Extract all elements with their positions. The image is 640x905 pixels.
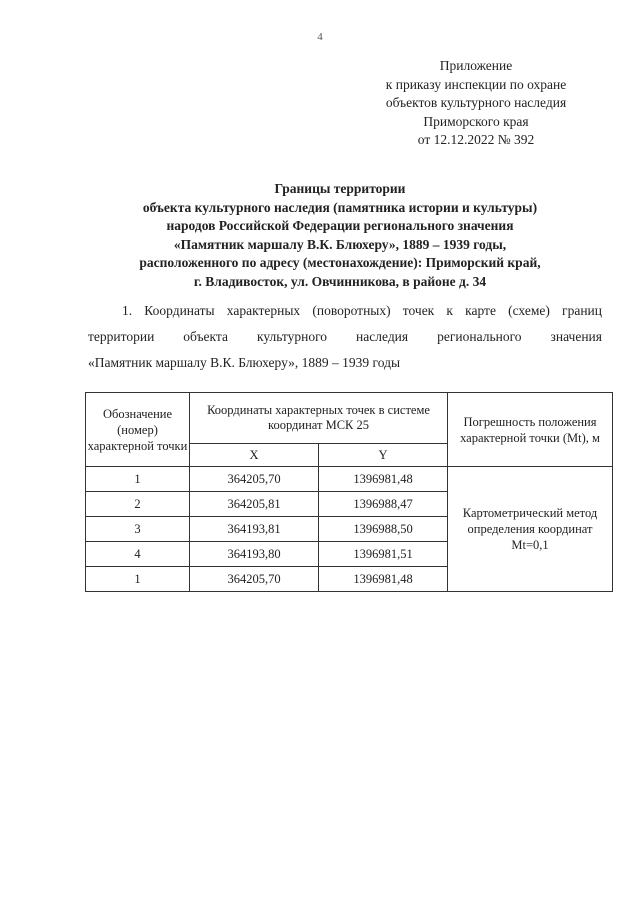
- coordinates-paragraph: [88, 298, 602, 376]
- paragraph-line: 1. Координаты характерных (поворотных) точек к карте (схеме) границ: [122, 303, 602, 318]
- appendix-line: Приложение: [439, 58, 513, 73]
- cell-y: 1396981,48: [319, 567, 448, 592]
- cell-y: 1396981,48: [319, 467, 448, 492]
- table-row: [86, 467, 613, 492]
- title-line: расположенного по адресу (местонахождение): Приморский край,: [139, 255, 541, 270]
- cell-number: 2: [86, 492, 190, 517]
- appendix-line: от 12.12.2022 № 392: [417, 132, 535, 147]
- cell-y: 1396981,51: [319, 542, 448, 567]
- cell-x: 364193,81: [190, 517, 319, 542]
- cell-x: 364205,70: [190, 567, 319, 592]
- cell-method: Картометрический метод определения координат Mt=0,1: [448, 467, 613, 592]
- header-coordinates: Координаты характерных точек в системе координат МСК 25: [190, 393, 448, 444]
- title-line: Границы территории: [274, 181, 406, 196]
- cell-y: 1396988,50: [319, 517, 448, 542]
- paragraph-line: территории объекта культурного наследия регионального значения: [88, 329, 602, 344]
- appendix-header: [336, 57, 616, 150]
- cell-number: 1: [86, 467, 190, 492]
- cell-y: 1396988,47: [319, 492, 448, 517]
- appendix-line: к приказу инспекции по охране: [385, 76, 567, 92]
- header-error: Погрешность положения характерной точки (Mt), м: [448, 393, 613, 467]
- cell-x: 364205,70: [190, 467, 319, 492]
- cell-x: 364205,81: [190, 492, 319, 517]
- document-title: [70, 180, 610, 291]
- appendix-line: объектов культурного наследия: [385, 95, 567, 110]
- coordinates-table: [85, 392, 613, 592]
- paragraph-line: «Памятник маршалу В.К. Блюхеру», 1889 – 1939 годы: [88, 355, 401, 370]
- cell-number: 1: [86, 567, 190, 592]
- header-x: X: [190, 444, 319, 467]
- title-line: объекта культурного наследия (памятника истории и культуры): [142, 199, 538, 215]
- appendix-line: Приморского края: [423, 113, 529, 129]
- page-number: 4: [317, 31, 323, 43]
- header-y: Y: [319, 444, 448, 467]
- title-line: «Памятник маршалу В.К. Блюхеру», 1889 – 1939 годы,: [173, 236, 507, 252]
- title-line: г. Владивосток, ул. Овчинникова, в районе д. 34: [193, 273, 487, 289]
- cell-x: 364193,80: [190, 542, 319, 567]
- cell-number: 4: [86, 542, 190, 567]
- header-point-number: Обозначение (номер) характерной точки: [86, 393, 190, 467]
- title-line: народов Российской Федерации регионального значения: [166, 218, 514, 233]
- cell-number: 3: [86, 517, 190, 542]
